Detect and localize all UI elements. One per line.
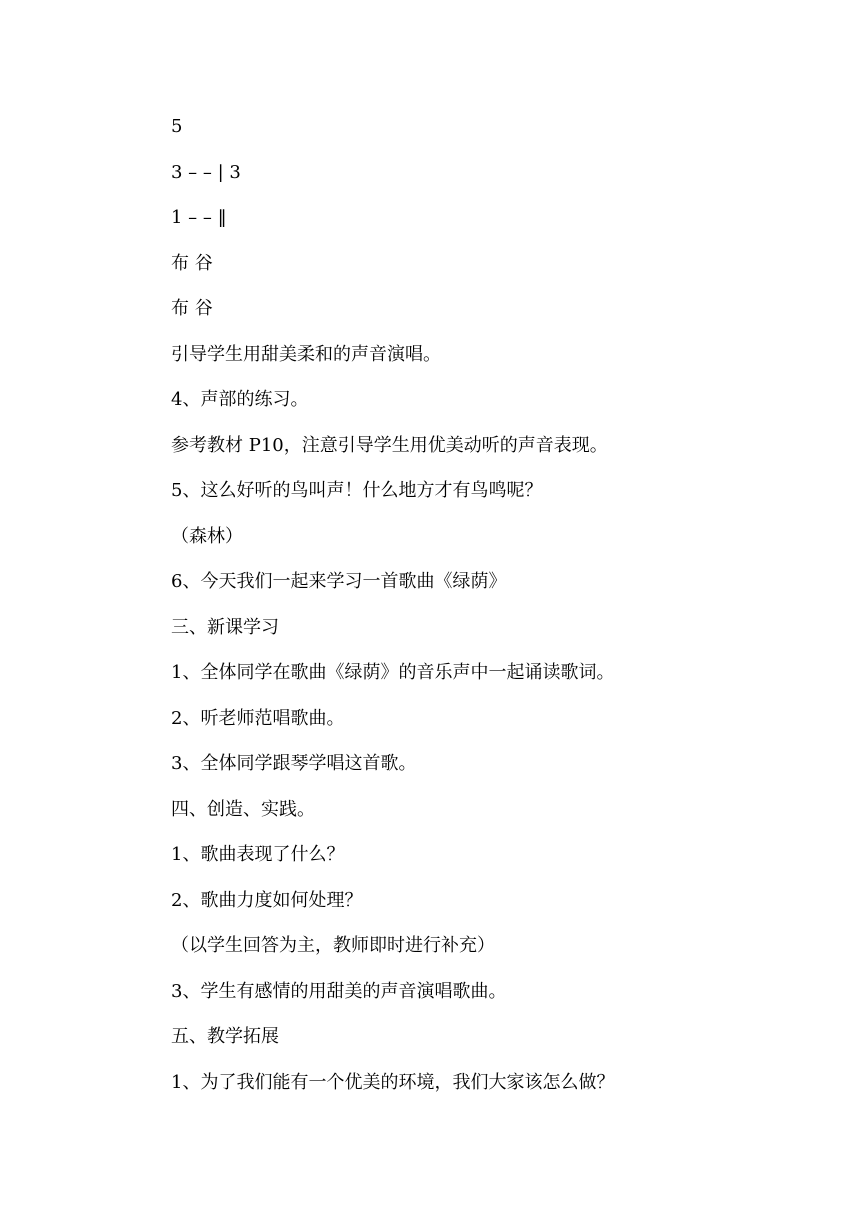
paragraph: （以学生回答为主，教师即时进行补充） <box>171 935 495 956</box>
paragraph: 4、声部的练习。 <box>171 389 309 410</box>
paragraph: 参考教材 P10，注意引导学生用优美动听的声音表现。 <box>171 434 608 456</box>
document-body <box>171 112 791 1113</box>
notation-line-3: 1 – – ‖ <box>171 207 227 228</box>
section-heading: 三、新课学习 <box>171 616 279 638</box>
paragraph: 3、全体同学跟琴学唱这首歌。 <box>171 753 417 774</box>
paragraph: 2、听老师范唱歌曲。 <box>171 707 345 729</box>
paragraph: 3、学生有感情的用甜美的声音演唱歌曲。 <box>171 980 507 1002</box>
paragraph: 6、今天我们一起来学习一首歌曲《绿荫》 <box>171 571 507 592</box>
paragraph: 1、全体同学在歌曲《绿荫》的音乐声中一起诵读歌词。 <box>171 662 615 683</box>
section-heading: 四、创造、实践。 <box>171 798 315 820</box>
notation-line-1: 5 <box>171 116 183 137</box>
paragraph: 2、歌曲力度如何处理？ <box>171 889 363 911</box>
paragraph: 5、这么好听的鸟叫声！什么地方才有鸟鸣呢？ <box>171 480 543 501</box>
lyric-line-1: 布 谷 <box>171 252 213 274</box>
paragraph: 1、为了我们能有一个优美的环境，我们大家该怎么做？ <box>171 1071 615 1093</box>
lyric-line-2: 布 谷 <box>171 298 213 319</box>
paragraph: （森林） <box>171 525 243 547</box>
paragraph: 1、歌曲表现了什么？ <box>171 844 345 865</box>
paragraph: 引导学生用甜美柔和的声音演唱。 <box>171 343 441 365</box>
section-heading: 五、教学拓展 <box>171 1026 279 1047</box>
notation-line-2: 3 – – | 3 <box>171 161 241 183</box>
